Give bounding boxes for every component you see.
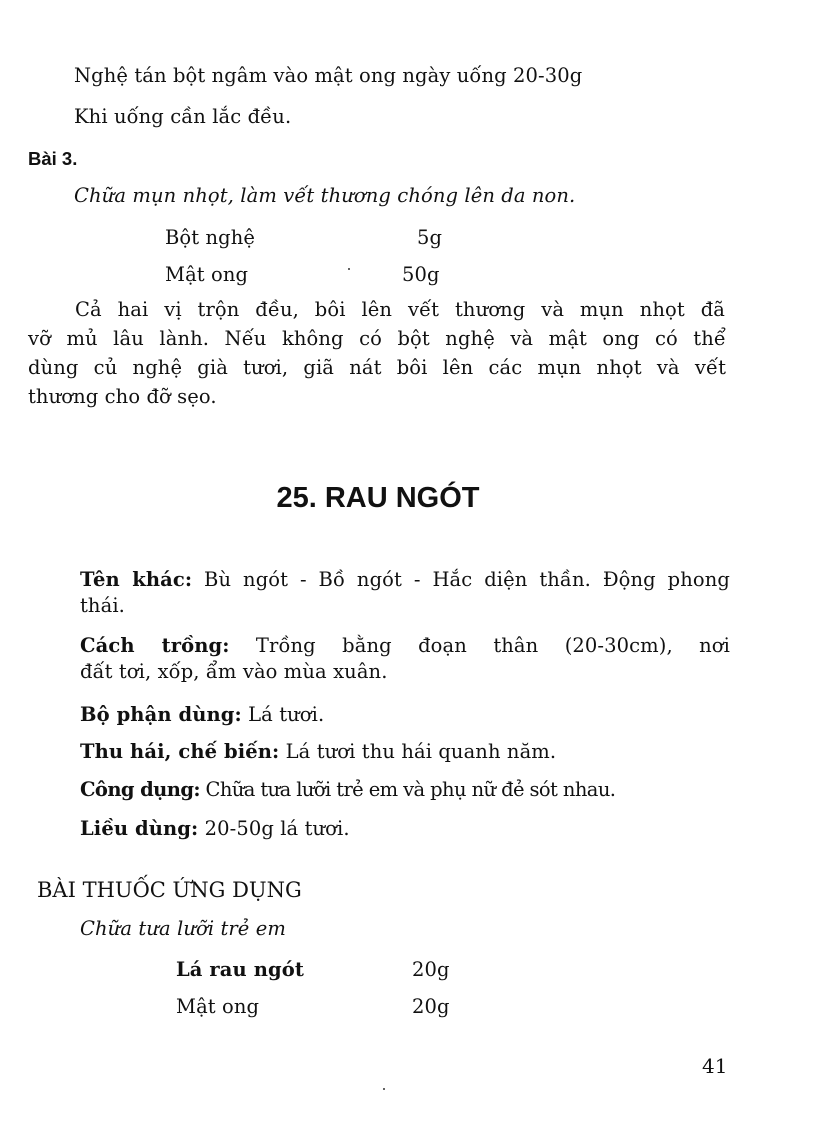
field-lieu-dung bbox=[80, 817, 350, 840]
field-value: Chữa tưa lưỡi trẻ em và phụ nữ đẻ sót nhau. bbox=[199, 778, 616, 801]
field-value-cont: thái. bbox=[80, 594, 125, 617]
remedy-ingredient-1-name: Lá rau ngót bbox=[176, 958, 304, 981]
field-thu-hai bbox=[80, 740, 556, 763]
top-line-2: Khi uống cần lắc đều. bbox=[74, 105, 292, 128]
field-bo-phan-dung bbox=[80, 703, 324, 726]
section-heading: 25. RAU NGÓT bbox=[276, 482, 480, 514]
field-value: 20-50g lá tươi. bbox=[198, 817, 350, 840]
field-label: Cách trồng: bbox=[80, 634, 230, 657]
field-value-cont: đất tơi, xốp, ẩm vào mùa xuân. bbox=[80, 660, 388, 683]
top-line-1: Nghệ tán bột ngâm vào mật ong ngày uống 20-30g bbox=[74, 64, 583, 87]
field-cong-dung bbox=[80, 778, 615, 801]
bai3-paragraph-line-1: Cả hai vị trộn đều, bôi lên vết thương và mụn nhọt đã bbox=[75, 298, 725, 321]
remedy-ingredient-1-amount: 20g bbox=[412, 958, 450, 981]
field-label: Tên khác: bbox=[80, 568, 193, 591]
field-label: Thu hái, chế biến: bbox=[80, 740, 280, 763]
bai3-title: Bài 3. bbox=[28, 148, 78, 169]
field-label: Công dụng: bbox=[80, 778, 200, 801]
remedy-ingredient-2-amount: 20g bbox=[412, 995, 450, 1018]
field-value: Lá tươi thu hái quanh năm. bbox=[279, 740, 557, 763]
remedy-subtitle: Chữa tưa lưỡi trẻ em bbox=[80, 917, 286, 940]
bai3-ingredient-2-name: Mật ong bbox=[165, 263, 249, 286]
page-number: 41 bbox=[702, 1054, 728, 1078]
field-value: Lá tươi. bbox=[241, 703, 325, 726]
remedy-ingredient-2-name: Mật ong bbox=[176, 995, 260, 1018]
bai3-ingredient-2-amount: 50g bbox=[402, 263, 440, 286]
bai3-paragraph-line-4: thương cho đỡ sẹo. bbox=[28, 385, 217, 408]
field-value: Trồng bằng đoạn thân (20-30cm), nơi bbox=[229, 634, 730, 657]
bai3-ingredient-1-amount: 5g bbox=[417, 226, 443, 249]
remedy-title: BÀI THUỐC ỨNG DỤNG bbox=[37, 878, 302, 902]
bai3-ingredient-1-name: Bột nghệ bbox=[165, 226, 256, 249]
bai3-subtitle: Chữa mụn nhọt, làm vết thương chóng lên da non. bbox=[74, 184, 576, 207]
speck-mark bbox=[383, 1088, 385, 1090]
speck-mark bbox=[348, 268, 350, 270]
field-value: Bù ngót - Bồ ngót - Hắc diện thần. Động phong bbox=[192, 568, 730, 591]
bai3-paragraph-line-3: dùng củ nghệ già tươi, giã nát bôi lên các mụn nhọt và vết bbox=[28, 356, 726, 379]
field-label: Bộ phận dùng: bbox=[80, 703, 242, 726]
field-label: Liều dùng: bbox=[80, 817, 199, 840]
field-cach-trong bbox=[80, 634, 730, 683]
bai3-paragraph-line-2: vỡ mủ lâu lành. Nếu không có bột nghệ và mật ong có thể bbox=[28, 327, 726, 350]
field-ten-khac bbox=[80, 568, 730, 617]
